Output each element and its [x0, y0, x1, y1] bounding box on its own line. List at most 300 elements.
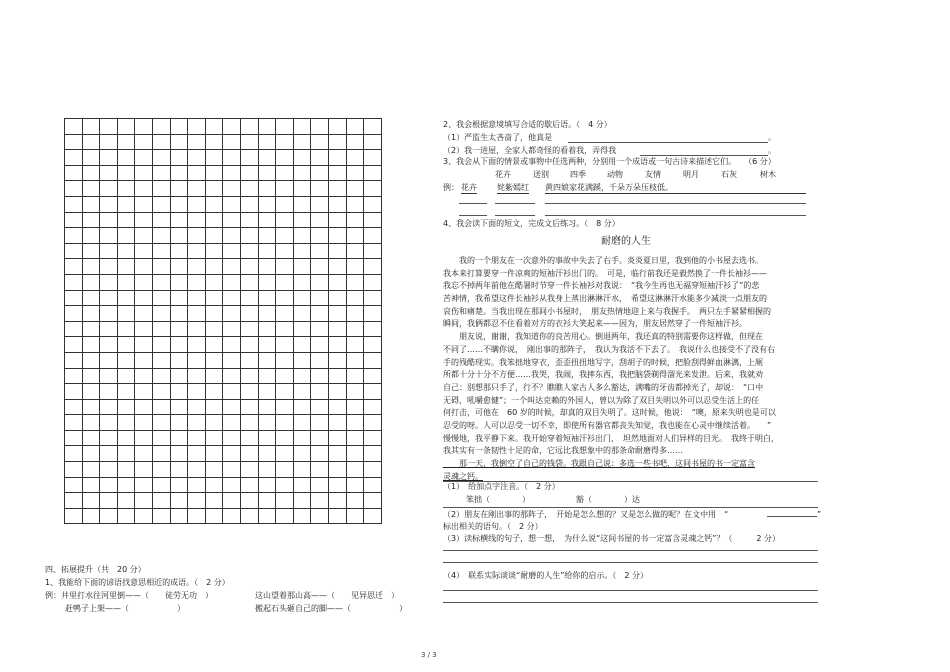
grid-cell[interactable] — [276, 228, 294, 244]
grid-cell[interactable] — [276, 508, 294, 524]
grid-cell[interactable] — [346, 243, 364, 259]
grid-cell[interactable] — [135, 384, 153, 400]
grid-cell[interactable] — [82, 430, 100, 446]
grid-cell[interactable] — [311, 508, 329, 524]
grid-cell[interactable] — [328, 368, 346, 384]
grid-cell[interactable] — [276, 290, 294, 306]
grid-cell[interactable] — [152, 462, 170, 478]
grid-cell[interactable] — [117, 274, 135, 290]
grid-cell[interactable] — [65, 399, 83, 415]
grid-cell[interactable] — [188, 150, 206, 166]
grid-cell[interactable] — [170, 274, 188, 290]
grid-cell[interactable] — [117, 212, 135, 228]
grid-cell[interactable] — [364, 196, 382, 212]
grid-cell[interactable] — [100, 259, 118, 275]
grid-cell[interactable] — [170, 212, 188, 228]
grid-cell[interactable] — [346, 352, 364, 368]
grid-cell[interactable] — [258, 399, 276, 415]
grid-cell[interactable] — [117, 352, 135, 368]
grid-cell[interactable] — [240, 415, 258, 431]
grid-cell[interactable] — [223, 228, 241, 244]
grid-cell[interactable] — [346, 477, 364, 493]
grid-cell[interactable] — [276, 181, 294, 197]
grid-cell[interactable] — [258, 337, 276, 353]
grid-cell[interactable] — [328, 337, 346, 353]
sub3-blank-2[interactable] — [443, 562, 818, 563]
grid-cell[interactable] — [364, 243, 382, 259]
grid-cell[interactable] — [152, 399, 170, 415]
grid-cell[interactable] — [82, 415, 100, 431]
grid-cell[interactable] — [240, 446, 258, 462]
grid-cell[interactable] — [223, 430, 241, 446]
grid-cell[interactable] — [152, 181, 170, 197]
grid-cell[interactable] — [205, 368, 223, 384]
grid-cell[interactable] — [276, 446, 294, 462]
grid-cell[interactable] — [258, 368, 276, 384]
grid-cell[interactable] — [311, 321, 329, 337]
grid-cell[interactable] — [135, 321, 153, 337]
grid-cell[interactable] — [346, 337, 364, 353]
grid-cell[interactable] — [276, 337, 294, 353]
grid-cell[interactable] — [293, 150, 311, 166]
grid-cell[interactable] — [311, 399, 329, 415]
grid-cell[interactable] — [100, 477, 118, 493]
grid-cell[interactable] — [65, 477, 83, 493]
grid-cell[interactable] — [364, 274, 382, 290]
grid-cell[interactable] — [188, 337, 206, 353]
grid-cell[interactable] — [135, 462, 153, 478]
grid-cell[interactable] — [135, 165, 153, 181]
grid-cell[interactable] — [82, 384, 100, 400]
grid-cell[interactable] — [100, 165, 118, 181]
grid-cell[interactable] — [328, 259, 346, 275]
grid-cell[interactable] — [223, 119, 241, 135]
grid-cell[interactable] — [205, 493, 223, 509]
grid-cell[interactable] — [205, 415, 223, 431]
grid-cell[interactable] — [346, 228, 364, 244]
grid-cell[interactable] — [135, 196, 153, 212]
grid-cell[interactable] — [364, 493, 382, 509]
grid-cell[interactable] — [346, 508, 364, 524]
grid-cell[interactable] — [135, 181, 153, 197]
grid-cell[interactable] — [205, 259, 223, 275]
grid-cell[interactable] — [152, 368, 170, 384]
grid-cell[interactable] — [100, 243, 118, 259]
grid-cell[interactable] — [328, 415, 346, 431]
grid-cell[interactable] — [311, 212, 329, 228]
grid-cell[interactable] — [117, 306, 135, 322]
grid-cell[interactable] — [188, 165, 206, 181]
grid-cell[interactable] — [293, 165, 311, 181]
grid-cell[interactable] — [152, 384, 170, 400]
grid-cell[interactable] — [135, 119, 153, 135]
grid-cell[interactable] — [82, 212, 100, 228]
grid-cell[interactable] — [293, 493, 311, 509]
grid-cell[interactable] — [258, 462, 276, 478]
grid-cell[interactable] — [117, 415, 135, 431]
grid-cell[interactable] — [65, 508, 83, 524]
grid-cell[interactable] — [346, 368, 364, 384]
grid-cell[interactable] — [223, 384, 241, 400]
grid-cell[interactable] — [346, 446, 364, 462]
grid-cell[interactable] — [223, 259, 241, 275]
grid-cell[interactable] — [205, 150, 223, 166]
sub3-blank-1[interactable] — [443, 550, 818, 551]
grid-cell[interactable] — [135, 368, 153, 384]
grid-cell[interactable] — [293, 384, 311, 400]
grid-cell[interactable] — [205, 228, 223, 244]
grid-cell[interactable] — [152, 430, 170, 446]
grid-cell[interactable] — [135, 259, 153, 275]
grid-cell[interactable] — [100, 212, 118, 228]
grid-cell[interactable] — [188, 399, 206, 415]
grid-cell[interactable] — [117, 259, 135, 275]
grid-cell[interactable] — [276, 352, 294, 368]
grid-cell[interactable] — [82, 243, 100, 259]
grid-cell[interactable] — [258, 430, 276, 446]
grid-cell[interactable] — [170, 337, 188, 353]
grid-cell[interactable] — [311, 384, 329, 400]
grid-cell[interactable] — [293, 259, 311, 275]
grid-cell[interactable] — [364, 399, 382, 415]
grid-cell[interactable] — [152, 352, 170, 368]
grid-cell[interactable] — [188, 430, 206, 446]
grid-cell[interactable] — [205, 196, 223, 212]
grid-cell[interactable] — [82, 165, 100, 181]
grid-cell[interactable] — [240, 181, 258, 197]
grid-cell[interactable] — [82, 321, 100, 337]
grid-cell[interactable] — [188, 196, 206, 212]
grid-cell[interactable] — [293, 228, 311, 244]
grid-cell[interactable] — [188, 321, 206, 337]
grid-cell[interactable] — [117, 477, 135, 493]
grid-cell[interactable] — [276, 165, 294, 181]
grid-cell[interactable] — [240, 134, 258, 150]
grid-cell[interactable] — [117, 290, 135, 306]
grid-cell[interactable] — [328, 430, 346, 446]
grid-cell[interactable] — [82, 493, 100, 509]
grid-cell[interactable] — [328, 477, 346, 493]
grid-cell[interactable] — [258, 134, 276, 150]
grid-cell[interactable] — [240, 228, 258, 244]
grid-cell[interactable] — [223, 352, 241, 368]
grid-cell[interactable] — [223, 181, 241, 197]
grid-cell[interactable] — [293, 274, 311, 290]
grid-cell[interactable] — [82, 181, 100, 197]
grid-cell[interactable] — [364, 352, 382, 368]
grid-cell[interactable] — [205, 306, 223, 322]
grid-cell[interactable] — [311, 196, 329, 212]
grid-cell[interactable] — [170, 368, 188, 384]
grid-cell[interactable] — [100, 150, 118, 166]
grid-cell[interactable] — [223, 150, 241, 166]
grid-cell[interactable] — [328, 384, 346, 400]
grid-cell[interactable] — [188, 181, 206, 197]
grid-cell[interactable] — [100, 119, 118, 135]
grid-cell[interactable] — [65, 430, 83, 446]
grid-cell[interactable] — [170, 446, 188, 462]
grid-cell[interactable] — [135, 228, 153, 244]
grid-cell[interactable] — [152, 196, 170, 212]
grid-cell[interactable] — [346, 259, 364, 275]
grid-cell[interactable] — [152, 508, 170, 524]
grid-cell[interactable] — [346, 321, 364, 337]
grid-cell[interactable] — [311, 274, 329, 290]
grid-cell[interactable] — [100, 274, 118, 290]
grid-cell[interactable] — [311, 462, 329, 478]
grid-cell[interactable] — [311, 259, 329, 275]
grid-cell[interactable] — [152, 134, 170, 150]
grid-cell[interactable] — [258, 477, 276, 493]
grid-cell[interactable] — [223, 508, 241, 524]
grid-cell[interactable] — [82, 259, 100, 275]
grid-cell[interactable] — [188, 415, 206, 431]
grid-cell[interactable] — [293, 368, 311, 384]
grid-cell[interactable] — [223, 321, 241, 337]
grid-cell[interactable] — [346, 119, 364, 135]
grid-cell[interactable] — [293, 430, 311, 446]
grid-cell[interactable] — [100, 306, 118, 322]
grid-cell[interactable] — [170, 508, 188, 524]
grid-cell[interactable] — [364, 290, 382, 306]
grid-cell[interactable] — [117, 119, 135, 135]
grid-cell[interactable] — [82, 150, 100, 166]
grid-cell[interactable] — [223, 134, 241, 150]
grid-cell[interactable] — [240, 430, 258, 446]
grid-cell[interactable] — [276, 196, 294, 212]
grid-cell[interactable] — [276, 430, 294, 446]
grid-cell[interactable] — [364, 446, 382, 462]
grid-cell[interactable] — [293, 243, 311, 259]
grid-cell[interactable] — [152, 306, 170, 322]
grid-cell[interactable] — [223, 477, 241, 493]
grid-cell[interactable] — [117, 337, 135, 353]
grid-cell[interactable] — [135, 134, 153, 150]
grid-cell[interactable] — [65, 119, 83, 135]
grid-cell[interactable] — [152, 212, 170, 228]
grid-cell[interactable] — [346, 415, 364, 431]
grid-cell[interactable] — [328, 165, 346, 181]
grid-cell[interactable] — [205, 384, 223, 400]
grid-cell[interactable] — [152, 321, 170, 337]
grid-cell[interactable] — [293, 337, 311, 353]
grid-cell[interactable] — [135, 150, 153, 166]
grid-cell[interactable] — [240, 212, 258, 228]
grid-cell[interactable] — [328, 493, 346, 509]
grid-cell[interactable] — [65, 150, 83, 166]
grid-cell[interactable] — [170, 290, 188, 306]
grid-cell[interactable] — [240, 196, 258, 212]
grid-cell[interactable] — [65, 446, 83, 462]
grid-cell[interactable] — [152, 150, 170, 166]
grid-cell[interactable] — [65, 259, 83, 275]
grid-cell[interactable] — [276, 384, 294, 400]
grid-cell[interactable] — [100, 352, 118, 368]
grid-cell[interactable] — [205, 446, 223, 462]
grid-cell[interactable] — [205, 352, 223, 368]
grid-cell[interactable] — [223, 165, 241, 181]
grid-cell[interactable] — [65, 306, 83, 322]
grid-cell[interactable] — [240, 321, 258, 337]
grid-cell[interactable] — [364, 259, 382, 275]
grid-cell[interactable] — [170, 352, 188, 368]
grid-cell[interactable] — [117, 228, 135, 244]
grid-cell[interactable] — [152, 228, 170, 244]
grid-cell[interactable] — [135, 508, 153, 524]
q2-b-blank[interactable] — [640, 155, 768, 156]
grid-cell[interactable] — [170, 181, 188, 197]
grid-cell[interactable] — [135, 477, 153, 493]
grid-cell[interactable] — [328, 446, 346, 462]
grid-cell[interactable] — [364, 134, 382, 150]
grid-cell[interactable] — [328, 150, 346, 166]
grid-cell[interactable] — [223, 243, 241, 259]
grid-cell[interactable] — [346, 493, 364, 509]
grid-cell[interactable] — [65, 384, 83, 400]
grid-cell[interactable] — [346, 212, 364, 228]
grid-cell[interactable] — [205, 508, 223, 524]
grid-cell[interactable] — [364, 119, 382, 135]
grid-cell[interactable] — [346, 384, 364, 400]
grid-cell[interactable] — [258, 508, 276, 524]
grid-cell[interactable] — [65, 368, 83, 384]
grid-cell[interactable] — [311, 493, 329, 509]
composition-grid[interactable] — [64, 118, 382, 524]
grid-cell[interactable] — [293, 415, 311, 431]
grid-cell[interactable] — [276, 399, 294, 415]
grid-cell[interactable] — [135, 352, 153, 368]
q3-blank-1c[interactable] — [545, 203, 806, 204]
grid-cell[interactable] — [188, 493, 206, 509]
grid-cell[interactable] — [258, 415, 276, 431]
grid-cell[interactable] — [223, 493, 241, 509]
grid-cell[interactable] — [205, 290, 223, 306]
grid-cell[interactable] — [65, 274, 83, 290]
grid-cell[interactable] — [117, 243, 135, 259]
grid-cell[interactable] — [188, 477, 206, 493]
grid-cell[interactable] — [293, 352, 311, 368]
grid-cell[interactable] — [364, 368, 382, 384]
grid-cell[interactable] — [152, 415, 170, 431]
grid-cell[interactable] — [152, 477, 170, 493]
grid-cell[interactable] — [170, 228, 188, 244]
grid-cell[interactable] — [364, 477, 382, 493]
sub2-mark[interactable] — [767, 516, 817, 517]
grid-cell[interactable] — [170, 462, 188, 478]
grid-cell[interactable] — [205, 462, 223, 478]
grid-cell[interactable] — [328, 508, 346, 524]
grid-cell[interactable] — [135, 212, 153, 228]
q3-blank-1a[interactable] — [459, 203, 487, 204]
grid-cell[interactable] — [65, 415, 83, 431]
grid-cell[interactable] — [65, 196, 83, 212]
grid-cell[interactable] — [188, 259, 206, 275]
grid-cell[interactable] — [100, 430, 118, 446]
grid-cell[interactable] — [328, 243, 346, 259]
grid-cell[interactable] — [152, 119, 170, 135]
grid-cell[interactable] — [82, 196, 100, 212]
grid-cell[interactable] — [223, 368, 241, 384]
grid-cell[interactable] — [82, 306, 100, 322]
grid-cell[interactable] — [170, 399, 188, 415]
grid-cell[interactable] — [346, 462, 364, 478]
grid-cell[interactable] — [170, 477, 188, 493]
grid-cell[interactable] — [346, 306, 364, 322]
grid-cell[interactable] — [328, 274, 346, 290]
grid-cell[interactable] — [364, 306, 382, 322]
grid-cell[interactable] — [100, 196, 118, 212]
grid-cell[interactable] — [82, 368, 100, 384]
grid-cell[interactable] — [205, 274, 223, 290]
grid-cell[interactable] — [170, 384, 188, 400]
grid-cell[interactable] — [346, 150, 364, 166]
grid-cell[interactable] — [346, 181, 364, 197]
grid-cell[interactable] — [346, 274, 364, 290]
grid-cell[interactable] — [117, 150, 135, 166]
grid-cell[interactable] — [293, 290, 311, 306]
grid-cell[interactable] — [293, 462, 311, 478]
grid-cell[interactable] — [328, 134, 346, 150]
grid-cell[interactable] — [205, 243, 223, 259]
grid-cell[interactable] — [364, 415, 382, 431]
grid-cell[interactable] — [240, 352, 258, 368]
grid-cell[interactable] — [135, 290, 153, 306]
grid-cell[interactable] — [65, 352, 83, 368]
grid-cell[interactable] — [205, 165, 223, 181]
grid-cell[interactable] — [364, 165, 382, 181]
grid-cell[interactable] — [364, 212, 382, 228]
grid-cell[interactable] — [152, 290, 170, 306]
grid-cell[interactable] — [117, 134, 135, 150]
grid-cell[interactable] — [258, 150, 276, 166]
grid-cell[interactable] — [135, 399, 153, 415]
grid-cell[interactable] — [170, 415, 188, 431]
grid-cell[interactable] — [170, 259, 188, 275]
grid-cell[interactable] — [258, 493, 276, 509]
grid-cell[interactable] — [170, 196, 188, 212]
grid-cell[interactable] — [100, 181, 118, 197]
grid-cell[interactable] — [276, 259, 294, 275]
grid-cell[interactable] — [346, 165, 364, 181]
grid-cell[interactable] — [170, 119, 188, 135]
grid-cell[interactable] — [276, 306, 294, 322]
grid-cell[interactable] — [205, 181, 223, 197]
grid-cell[interactable] — [100, 321, 118, 337]
grid-cell[interactable] — [117, 493, 135, 509]
grid-cell[interactable] — [205, 477, 223, 493]
grid-cell[interactable] — [258, 259, 276, 275]
grid-cell[interactable] — [293, 477, 311, 493]
grid-cell[interactable] — [276, 243, 294, 259]
grid-cell[interactable] — [258, 212, 276, 228]
grid-cell[interactable] — [293, 212, 311, 228]
grid-cell[interactable] — [188, 352, 206, 368]
grid-cell[interactable] — [293, 134, 311, 150]
grid-cell[interactable] — [311, 228, 329, 244]
grid-cell[interactable] — [311, 243, 329, 259]
grid-cell[interactable] — [258, 306, 276, 322]
grid-cell[interactable] — [188, 243, 206, 259]
grid-cell[interactable] — [117, 462, 135, 478]
grid-cell[interactable] — [82, 134, 100, 150]
grid-cell[interactable] — [311, 119, 329, 135]
grid-cell[interactable] — [258, 243, 276, 259]
grid-cell[interactable] — [276, 368, 294, 384]
q3-blank-2a[interactable] — [459, 215, 487, 216]
grid-cell[interactable] — [100, 134, 118, 150]
grid-cell[interactable] — [223, 196, 241, 212]
grid-cell[interactable] — [240, 119, 258, 135]
